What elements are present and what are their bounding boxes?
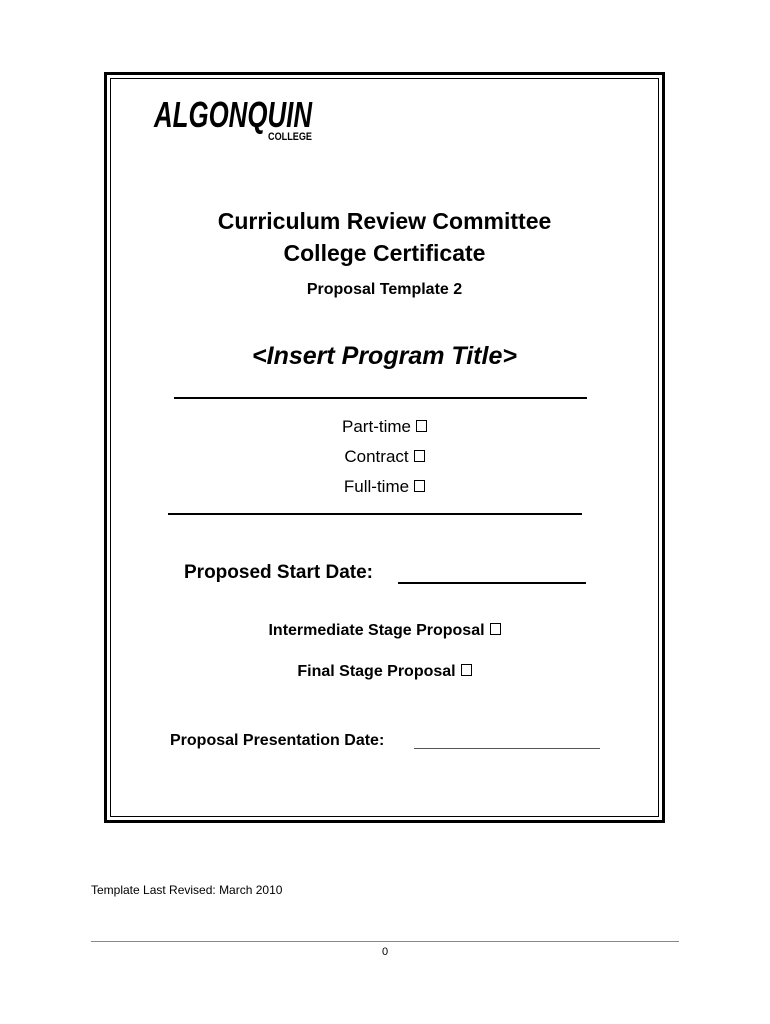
presentation-date-field[interactable]: [414, 748, 600, 749]
svg-text:COLLEGE: COLLEGE: [268, 131, 312, 143]
divider-line-top: [174, 397, 587, 399]
divider-line-bottom: [168, 513, 582, 515]
svg-text:ALGONQUIN: ALGONQUIN: [153, 94, 313, 135]
option-full-time: [104, 477, 665, 497]
intermediate-stage-checkbox[interactable]: [490, 623, 501, 635]
stage-label: Final Stage Proposal: [297, 663, 456, 680]
revision-note: Template Last Revised: March 2010: [91, 883, 283, 897]
option-label: Part-time: [342, 417, 411, 436]
option-contract: [104, 447, 665, 467]
committee-title: Curriculum Review Committee: [217, 208, 552, 234]
start-date-label: Proposed Start Date:: [184, 562, 373, 583]
footer-divider: [91, 941, 679, 942]
contract-checkbox[interactable]: [414, 450, 425, 462]
option-label: Full-time: [343, 477, 410, 496]
presentation-date-label: Proposal Presentation Date:: [170, 732, 385, 749]
full-time-checkbox[interactable]: [414, 480, 425, 492]
part-time-checkbox[interactable]: [416, 420, 427, 432]
page-number: 0: [381, 946, 389, 958]
certificate-title: College Certificate: [283, 240, 486, 266]
option-label: Contract: [344, 447, 409, 466]
stage-intermediate: [104, 622, 665, 640]
stage-label: Intermediate Stage Proposal: [268, 622, 485, 639]
option-part-time: [104, 417, 665, 437]
start-date-field[interactable]: [398, 582, 586, 584]
program-title-placeholder[interactable]: <Insert Program Title>: [252, 342, 517, 370]
final-stage-checkbox[interactable]: [461, 664, 472, 676]
template-subtitle: Proposal Template 2: [306, 281, 463, 298]
stage-final: [104, 663, 665, 681]
algonquin-college-logo: [152, 94, 316, 144]
